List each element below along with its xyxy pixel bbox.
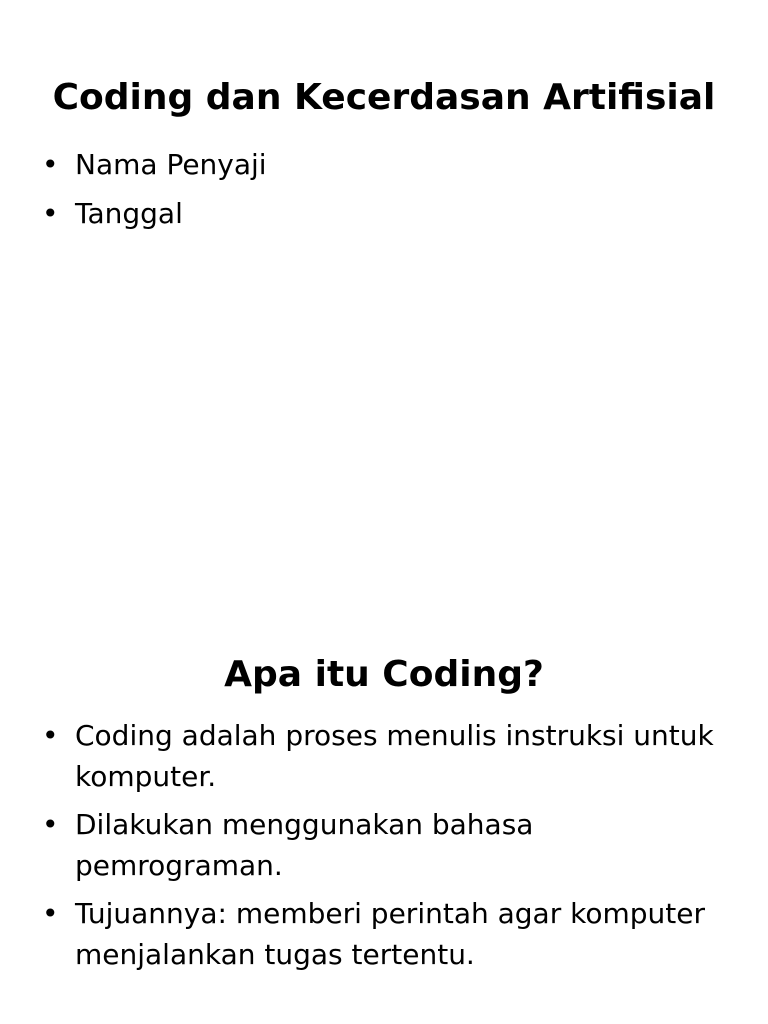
bullet-list: [42, 140, 722, 238]
bullet-text: Nama Penyaji: [75, 148, 267, 181]
bullet-text: Dilakukan menggunakan bahasa pemrograman.: [75, 808, 534, 882]
bullet-icon: •: [42, 719, 59, 752]
bullet-icon: •: [42, 808, 59, 841]
bullet-text: Tanggal: [75, 197, 183, 230]
bullet-item: [42, 893, 722, 975]
slide-title: Apa itu Coding?: [224, 654, 544, 696]
bullet-icon: •: [42, 897, 59, 930]
bullet-item: [42, 804, 722, 886]
bullet-icon: •: [42, 148, 59, 181]
bullet-item: [42, 715, 722, 797]
bullet-icon: •: [42, 197, 59, 230]
slide-title: Coding dan Kecerdasan Artifisial: [52, 77, 716, 119]
bullet-text: Coding adalah proses menulis instruksi untuk komputer.: [75, 719, 714, 793]
bullet-item: [42, 140, 722, 189]
bullet-text: Tujuannya: memberi perintah agar komputer menjalankan tugas tertentu.: [75, 897, 705, 971]
slide-apa-itu-coding: [0, 576, 768, 1024]
bullet-item: [42, 189, 722, 238]
bullet-list: [42, 715, 722, 982]
